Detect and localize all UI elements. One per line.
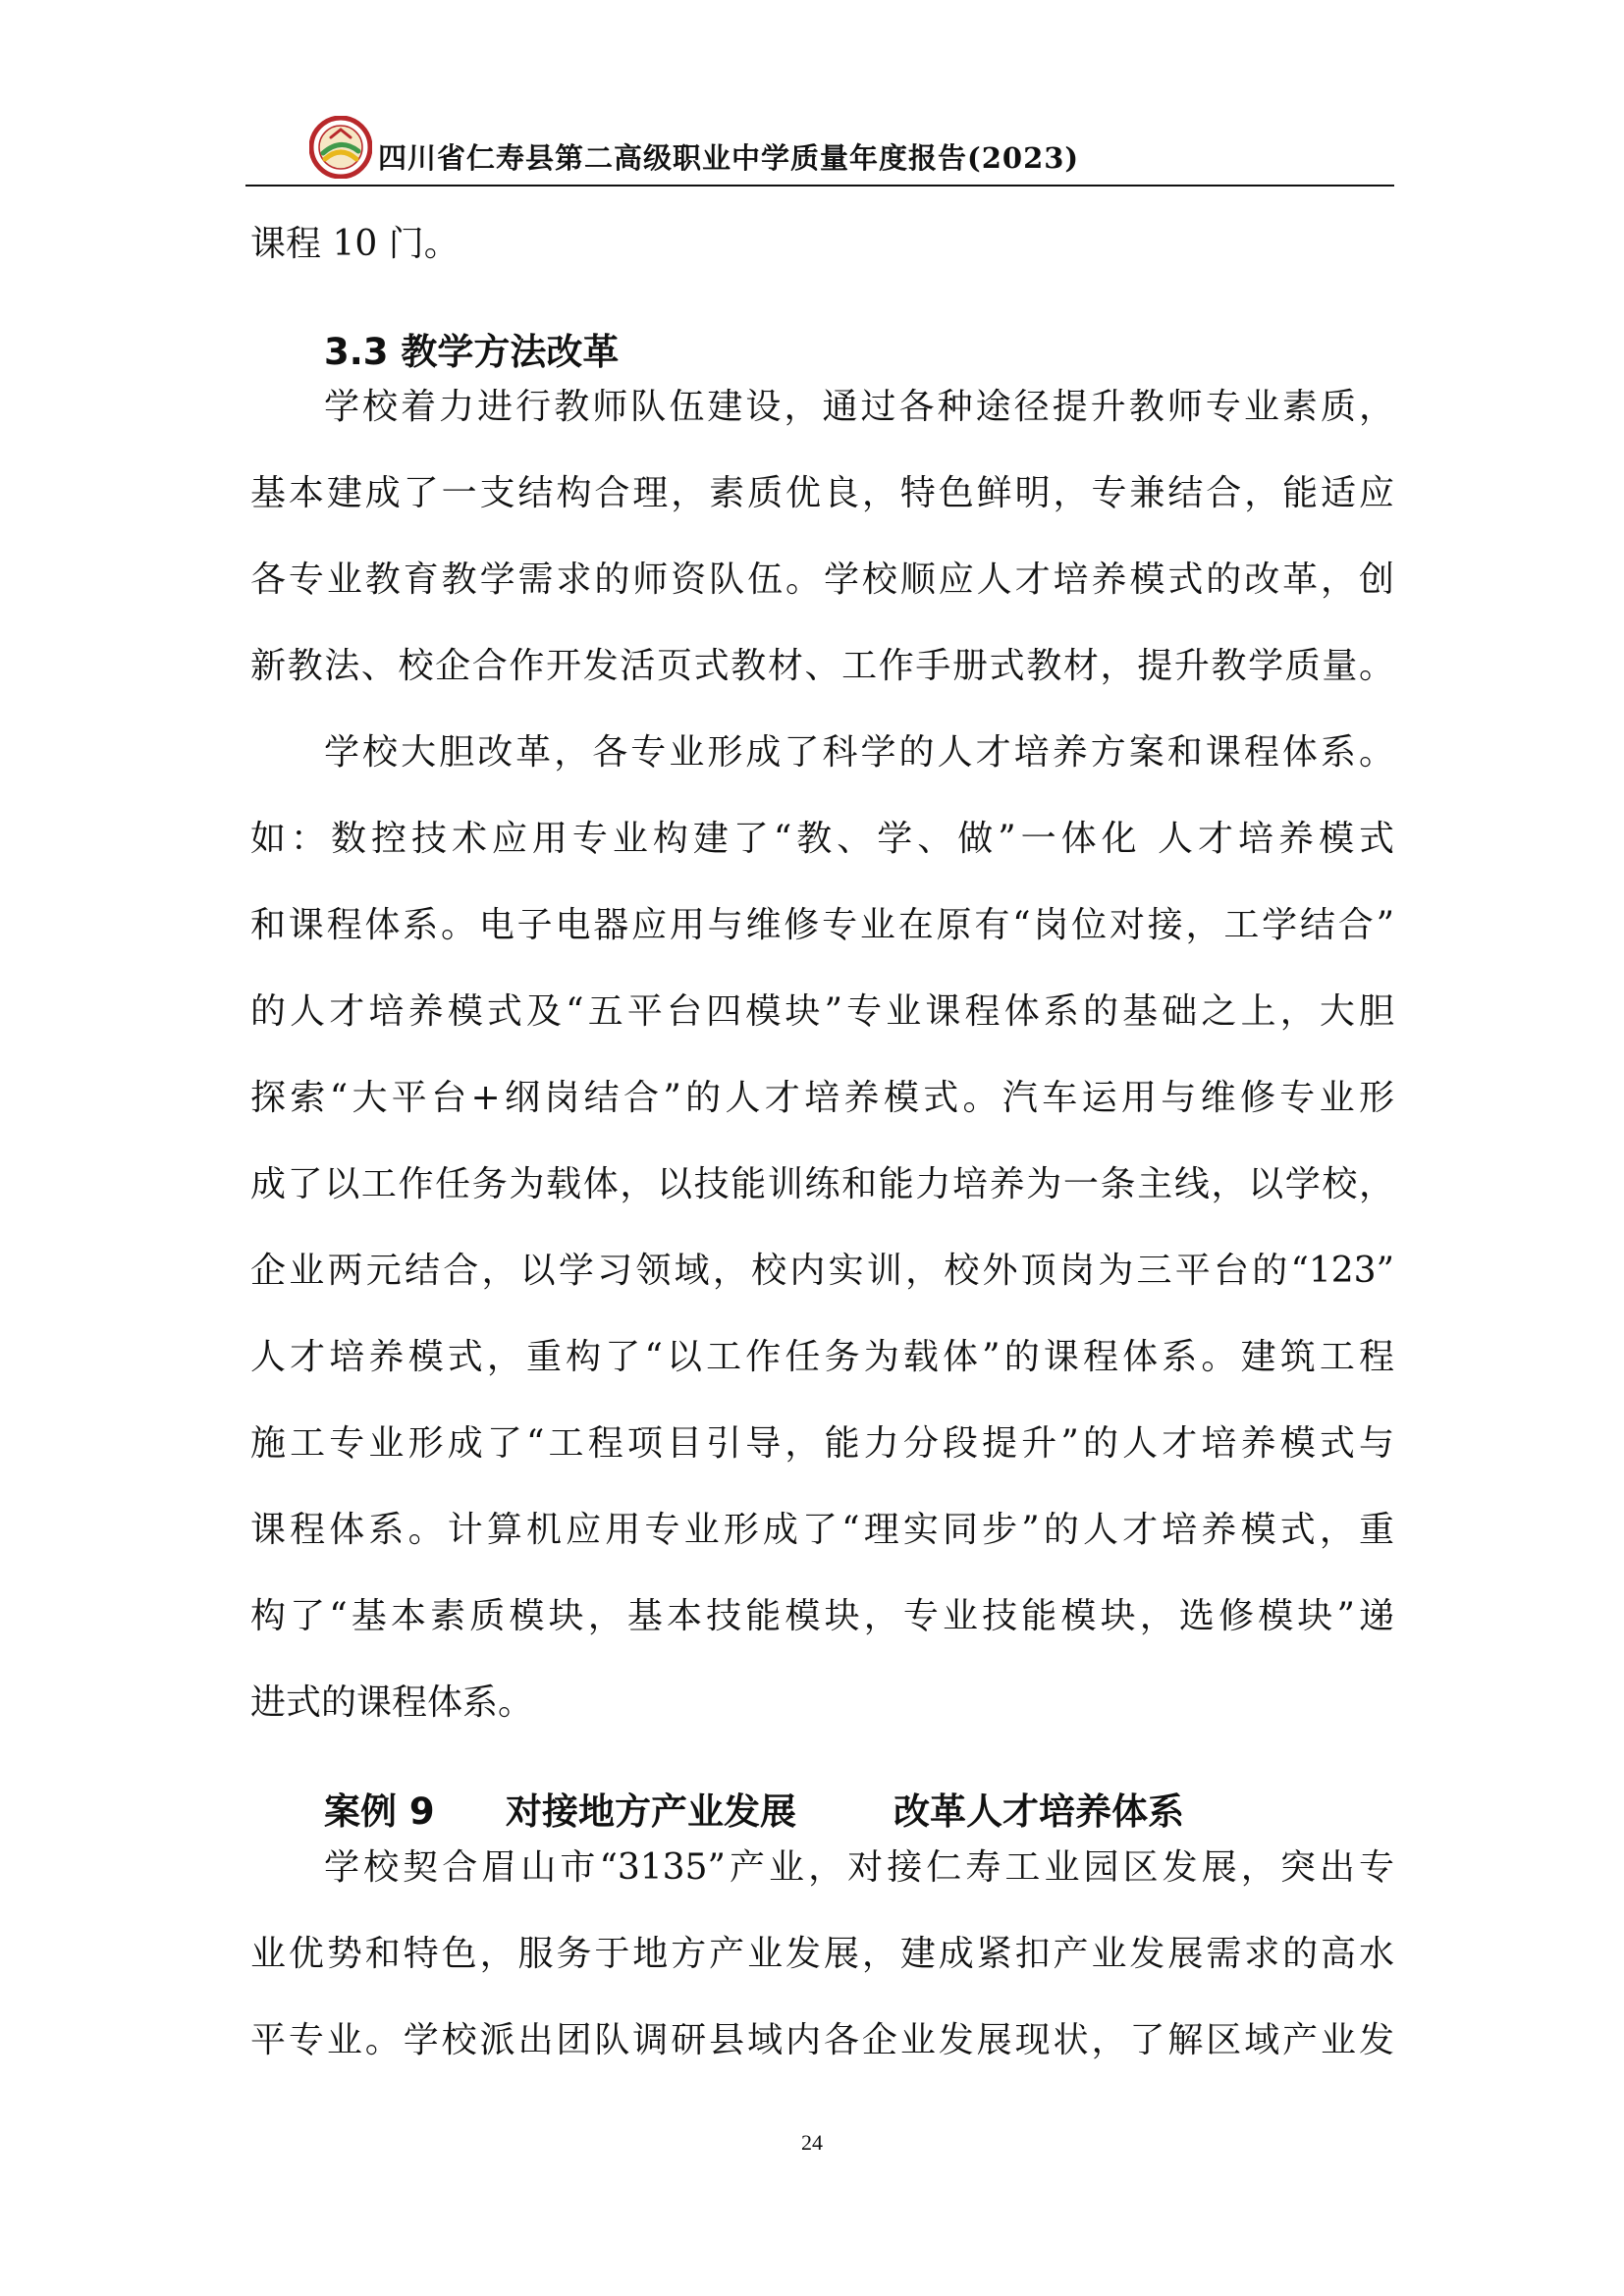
section-heading: 3.3 教学方法改革 (324, 331, 620, 373)
paragraph-line: 课程体系。计算机应用专业形成了“理实同步”的人才培养模式，重 (250, 1510, 1394, 1550)
paragraph-line: 新教法、校企合作开发活页式教材、工作手册式教材，提升教学质量。 (250, 646, 1394, 686)
paragraph-line: 各专业教育教学需求的师资队伍。学校顺应人才培养模式的改革，创 (250, 560, 1394, 600)
paragraph-line: 基本建成了一支结构合理，素质优良，特色鲜明，专兼结合，能适应 (250, 473, 1394, 513)
case-label: 案例 9 (324, 1790, 435, 1833)
paragraph-line: 成了以工作任务为载体，以技能训练和能力培养为一条主线，以学校， (250, 1164, 1394, 1204)
paragraph-line: 业优势和特色，服务于地方产业发展，建成紧扣产业发展需求的高水 (250, 1934, 1394, 1974)
paragraph-line: 构了“基本素质模块，基本技能模块，专业技能模块，选修模块”递 (250, 1596, 1394, 1636)
paragraph-line: 的人才培养模式及“五平台四模块”专业课程体系的基础之上，大胆 (250, 991, 1394, 1032)
paragraph-line: 进式的课程体系。 (250, 1682, 534, 1723)
header-divider (245, 185, 1394, 187)
paragraph-line: 学校着力进行教师队伍建设，通过各种途径提升教师专业素质， (324, 387, 1394, 427)
paragraph-line: 和课程体系。电子电器应用与维修专业在原有“岗位对接，工学结合” (250, 905, 1394, 945)
text-line: 课程 10 门。 (250, 224, 460, 264)
paragraph-line: 平专业。学校派出团队调研县域内各企业发展现状，了解区域产业发 (250, 2020, 1394, 2060)
paragraph-line: 企业两元结合，以学习领域，校内实训，校外顶岗为三平台的“123” (250, 1251, 1394, 1291)
paragraph-line: 施工专业形成了“工程项目引导，能力分段提升”的人才培养模式与 (250, 1423, 1394, 1464)
paragraph-line: 学校契合眉山市“3135”产业，对接仁寿工业园区发展，突出专 (324, 1847, 1394, 1888)
case-title-part2: 改革人才培养体系 (893, 1790, 1184, 1833)
paragraph-line: 学校大胆改革，各专业形成了科学的人才培养方案和课程体系。 (324, 732, 1394, 773)
paragraph-line: 如：数控技术应用专业构建了“教、学、做”一体化 人才培养模式 (250, 819, 1394, 859)
page-number: 24 (801, 2130, 823, 2155)
school-emblem-icon (309, 116, 372, 179)
paragraph-line: 人才培养模式，重构了“以工作任务为载体”的课程体系。建筑工程 (250, 1337, 1394, 1377)
header-title: 四川省仁寿县第二高级职业中学质量年度报告(2023) (378, 141, 1080, 175)
page-header (245, 110, 1394, 188)
case-title-part1: 对接地方产业发展 (506, 1790, 796, 1833)
paragraph-line: 探索“大平台+纲岗结合”的人才培养模式。汽车运用与维修专业形 (250, 1078, 1394, 1118)
